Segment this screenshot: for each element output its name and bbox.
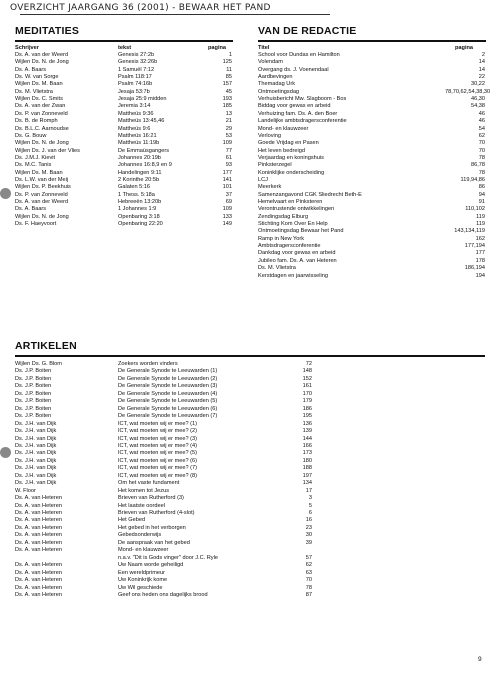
meditaties-header-schrijver: Schrijver [15,45,39,51]
titel-cell: Ontmoetingsdag [258,88,300,95]
pagina-cell: 14 [478,66,485,73]
tekst-cell: Openbaring 22:20 [118,221,163,228]
titel-cell: LCJ [258,176,268,183]
artikel-titel-cell: ICT, wat moeten wij er mee? (4) [118,442,197,449]
schrijver-cell: Ds. M.C. Tanis [15,162,52,169]
auteur-cell: Ds. J.P. Boiten [15,413,52,420]
auteur-cell: Ds. A. van Heteren [15,502,62,509]
auteur-cell: Ds. J.P. Boiten [15,405,52,412]
redactie-header-pagina: pagina [455,45,474,51]
tekst-cell: 1 Johannes 1:9 [118,206,157,213]
pagina-cell: 29 [225,125,232,132]
pagina-cell: 85 [225,74,232,81]
artikel-titel-cell: Het komen tot Jezus [118,487,169,494]
artikel-titel-cell: ICT, wat moeten wij er mee? (3) [118,435,197,442]
tekst-cell: Mattheüs 9:6 [118,125,151,132]
titel-cell: Verontrustende ontwikkelingen [258,206,335,213]
artikelen-rule [15,355,485,357]
auteur-cell: Ds. A. van Heteren [15,539,62,546]
pagina-cell: 91 [478,199,485,205]
auteur-cell: Ds. J.P. Boiten [15,375,52,382]
schrijver-cell: Wijlen Ds. J. van der Vlies [15,147,80,154]
artikel-titel-cell: ICT, wat moeten wij er mee? (2) [118,428,197,435]
titel-cell: Overgang ds. J. Voenendaal [258,66,329,73]
auteur-cell: Ds. A. van Heteren [15,532,62,539]
auteur-cell: Ds. J.H. van Dijk [15,465,57,472]
pagina-cell: 87 [305,591,312,598]
artikel-titel-cell: Het gebed in het verborgen [118,524,186,531]
auteur-cell: Ds. J.H. van Dijk [15,435,57,442]
pagina-cell: 177 [222,169,232,176]
titel-cell: Mond- en klauwzeer [258,125,309,132]
pagina-cell: 11 [226,66,232,73]
pagina-cell: 6 [308,510,312,516]
titel-cell: Biddag voor gewas en arbeid [258,103,331,110]
schrijver-cell: Wijlen Ds. M. Baan [15,169,63,176]
auteur-cell: Ds. A. van Heteren [15,577,62,584]
redactie-title: VAN DE REDACTIE [258,25,357,37]
titel-cell: Hemelvaart en Pinksteren [258,199,323,205]
pagina-cell: 54,38 [471,103,485,110]
auteur-cell: Ds. A. van Heteren [15,517,62,524]
auteur-cell: Ds. A. van Heteren [15,569,62,576]
titel-cell: Koninklijke onderscheiding [258,169,325,176]
pagina-cell: 14 [478,59,485,66]
artikel-titel-cell: De Generale Synode te Leeuwarden (3) [118,383,218,390]
auteur-cell: W. Floor [15,487,36,494]
artikel-titel-cell: Mond- en klauwzeer [118,547,169,554]
schrijver-cell: Ds. B.L.C. Aarnoudse [15,125,69,132]
artikel-titel-cell: ICT, wat moeten wij er mee? (7) [118,465,197,472]
tekst-cell: Jeremia 3:14 [118,103,151,110]
artikel-titel-cell: Uw Koninkrijk kome [118,577,168,584]
titel-cell: Themadag Urk [258,81,295,88]
artikel-titel-cell: Geef ons heden ons dagelijks brood [118,591,208,598]
titel-cell: Verjaardag en koningshuis [258,154,324,161]
pagina-cell: 194 [475,272,485,279]
artikel-titel-cell: Een wereldprimeur [118,569,165,576]
pagina-cell: 23 [305,524,312,531]
tekst-cell: Jesaja 53:7b [118,88,150,95]
pagina-cell: 162 [475,235,485,242]
titel-cell: Zendingsdag Elburg [258,213,309,220]
artikel-titel-cell: Brieven van Rutherford (4-slot) [118,510,195,516]
auteur-cell: Ds. A. van Heteren [15,562,62,569]
pagina-cell: 177 [475,250,485,257]
artikel-titel-cell: n.a.v. "Dit is Gods vinger" door J.C. Ryle [118,554,218,561]
auteur-cell: Ds. A. van Heteren [15,584,62,591]
tekst-cell: Hebreeën 13:20b [118,199,162,205]
schrijver-cell: Ds. M. Vlietstra [15,88,53,95]
titel-cell: Pinksterzegel [258,162,292,169]
pagina-cell: 101 [222,184,232,191]
pagina-cell: 30,22 [471,81,485,88]
pagina-cell: 2 [481,52,485,58]
pagina-cell: 149 [222,221,232,228]
titel-cell: Ds. M. Vlietstra [258,265,296,272]
auteur-cell: Ds. J.H. van Dijk [15,457,57,464]
auteur-cell: Wijlen Ds. G. Blom [15,361,62,367]
handwritten-underline [20,14,330,15]
pagina-cell: 86,78 [471,162,485,169]
titel-cell: Jubileo fam. Ds. A. van Heteren [258,257,337,264]
pagina-cell: 186 [302,405,312,412]
pagina-cell: 119 [476,213,485,220]
pagina-cell: 46 [478,118,485,125]
pagina-cell: 17 [305,487,312,494]
tekst-cell: Genesis 27:2b [118,52,155,58]
pagina-cell: 133 [222,213,232,220]
tekst-cell: Openbaring 3:18 [118,213,160,220]
pagina-cell: 46,30 [471,96,485,103]
titel-cell: Meerkerk [258,184,282,191]
auteur-cell: Ds. J.P. Boiten [15,368,52,375]
pagina-cell: 70 [478,140,485,147]
pagina-cell: 197 [302,472,312,479]
page-number: 9 [478,656,482,663]
pagina-cell: 144 [302,435,312,442]
titel-cell: Stichting Kom Over En Help [258,221,328,228]
pagina-cell: 139 [302,428,312,435]
titel-cell: Aardbevingen [258,74,293,81]
pagina-cell: 62 [305,562,312,569]
titel-cell: Ramp in New York [258,235,305,242]
pagina-cell: 78 [305,584,312,591]
pagina-cell: 77 [225,147,232,154]
tekst-cell: Mattheüs 16:21 [118,132,157,139]
pagina-cell: 125 [222,59,232,66]
pagina-cell: 54 [478,125,485,132]
tekst-cell: Johannes 16:8,9 en 9 [118,162,172,169]
pagina-cell: 93 [225,162,232,169]
pagina-cell: 13 [225,110,232,117]
tekst-cell: Genesis 32:26b [118,59,158,66]
handwritten-header: OVERZICHT JAARGANG 36 (2001) - BEWAAR HET PAND [10,3,271,13]
pagina-cell: 21 [225,118,232,125]
pagina-cell: 63 [305,569,312,576]
auteur-cell: Ds. J.H. van Dijk [15,442,57,449]
auteur-cell: Ds. A. van Heteren [15,495,62,502]
artikel-titel-cell: Uw Wil geschiede [118,584,163,591]
tekst-cell: 1 Samuël 7:12 [118,66,155,73]
artikel-titel-cell: De Generale Synode te Leeuwarden (5) [118,398,218,405]
redactie-rule [258,40,486,42]
tekst-cell: Psalm 74:16b [118,81,153,88]
schrijver-cell: Ds. L.W. van der Meij [15,176,69,183]
pagina-cell: 70 [478,147,485,154]
punch-hole [0,188,11,199]
artikel-titel-cell: Gebedsonderwijs [118,532,162,539]
schrijver-cell: Ds. A. van der Weerd [15,199,69,205]
pagina-cell: 119 [476,221,485,228]
auteur-cell: Ds. J.H. van Dijk [15,428,57,435]
pagina-cell: 119,94,86 [460,176,485,183]
pagina-cell: 170 [302,390,312,397]
pagina-cell: 173 [302,450,312,457]
meditaties-rule [15,40,233,42]
pagina-cell: 110,102 [465,206,485,213]
pagina-cell: 78 [478,169,485,176]
titel-cell: Volendam [258,59,283,66]
pagina-cell: 177,194 [464,243,485,250]
pagina-cell: 22 [478,74,485,81]
schrijver-cell: Wijlen Ds. N. de Jong [15,59,69,66]
auteur-cell: Ds. J.P. Boiten [15,383,52,390]
auteur-cell: Ds. A. van Heteren [15,591,62,598]
pagina-cell: 62 [478,132,485,139]
artikel-titel-cell: De aanspraak van het gebed [118,539,190,546]
titel-cell: Goede Vrijdag en Pasen [258,140,319,147]
pagina-cell: 57 [305,554,312,561]
tekst-cell: Mattheüs 11:19b [118,140,160,147]
pagina-cell: 37 [225,191,232,198]
titel-cell: Samenzangavond CGK Sliedrecht Beth-E [258,191,362,198]
schrijver-cell: Ds. W. van Sorge [15,74,59,81]
auteur-cell: Ds. J.P. Boiten [15,398,52,405]
artikel-titel-cell: De Generale Synode te Leeuwarden (2) [118,375,218,382]
pagina-cell: 45 [225,88,232,95]
auteur-cell: Ds. A. van Heteren [15,510,62,516]
pagina-cell: 1 [228,52,232,58]
pagina-cell: 5 [308,502,312,509]
titel-cell: Verloving [258,132,282,139]
pagina-cell: 193 [222,96,232,103]
schrijver-cell: Wijlen Ds. N. de Jong [15,140,69,147]
pagina-cell: 141 [222,176,232,183]
pagina-cell: 61 [225,154,232,161]
artikel-titel-cell: Uw Naam worde geheiligd [118,562,184,569]
schrijver-cell: Ds. A. van der Weerd [15,52,69,58]
tekst-cell: De Emmaüsgangers [118,147,169,154]
pagina-cell: 70 [305,577,312,584]
tekst-cell: 1 Thess. 5:18a [118,191,155,198]
pagina-cell: 46 [478,110,485,117]
schrijver-cell: Wijlen Ds. M. Baan [15,81,63,88]
schrijver-cell: Ds. P. van Zonneveld [15,110,68,117]
auteur-cell: Ds. J.H. van Dijk [15,472,57,479]
auteur-cell: Ds. A. van Heteren [15,524,62,531]
titel-cell: Verhuizing fam. Ds. A. den Boer [258,110,338,117]
tekst-cell: Mattheüs 9:36 [118,110,154,117]
artikelen-title: ARTIKELEN [15,340,77,352]
artikel-titel-cell: De Generale Synode te Leeuwarden (4) [118,390,218,397]
schrijver-cell: Wijlen Ds. C. Smits [15,96,63,103]
schrijver-cell: Wijlen Ds. N. de Jong [15,213,69,220]
pagina-cell: 157 [222,81,232,88]
tekst-cell: 2 Korinthe 20:5b [118,176,160,183]
auteur-cell: Ds. J.H. van Dijk [15,480,57,487]
pagina-cell: 166 [302,442,312,449]
pagina-cell: 136 [302,420,312,427]
schrijver-cell: Ds. F. Haeyvoort [15,221,57,228]
auteur-cell: Ds. J.H. van Dijk [15,420,57,427]
tekst-cell: Jesaja 25:9 midden [118,96,167,103]
schrijver-cell: Ds. P. van Zonneveld [15,191,68,198]
titel-cell: School voor Dundas en Hamilton [258,52,340,58]
artikel-titel-cell: ICT, wat moeten wij er mee? (1) [118,420,197,427]
artikel-titel-cell: Het laatste oordeel [118,502,165,509]
pagina-cell: 16 [305,517,312,524]
pagina-cell: 3 [308,495,312,502]
pagina-cell: 186,194 [464,265,485,272]
schrijver-cell: Ds. B. de Romph [15,118,58,125]
pagina-cell: 72 [305,361,312,367]
pagina-cell: 152 [302,375,312,382]
auteur-cell: Ds. J.P. Boiten [15,390,52,397]
pagina-cell: 53 [225,132,232,139]
tekst-cell: Handelingen 9:11 [118,169,162,176]
pagina-cell: 30 [305,532,312,539]
pagina-cell: 78,70,62,54,38,30 [445,88,491,95]
pagina-cell: 180 [302,457,312,464]
schrijver-cell: Wijlen Ds. P. Beekhuis [15,184,71,191]
pagina-cell: 94 [478,191,485,198]
pagina-cell: 78 [478,154,485,161]
tekst-cell: Johannes 20:19b [118,154,161,161]
pagina-cell: 188 [302,465,312,472]
tekst-cell: Galaten 5:16 [118,184,151,191]
artikel-titel-cell: De Generale Synode te Leeuwarden (7) [118,413,218,420]
titel-cell: Dankdag voor gewas en arbeid [258,250,336,257]
artikel-titel-cell: ICT, wat moeten wij er mee? (6) [118,457,197,464]
punch-hole [0,447,11,458]
pagina-cell: 109 [222,140,232,147]
pagina-cell: 134 [302,480,312,487]
pagina-cell: 148 [302,368,312,375]
titel-cell: Ambtsdragersconferentie [258,243,321,250]
pagina-cell: 179 [302,398,312,405]
artikel-titel-cell: Brieven van Rutherford (3) [118,495,184,502]
artikel-titel-cell: Zoekers worden vinders [118,361,178,367]
schrijver-cell: Ds. A. Baars [15,206,47,213]
titel-cell: Ontmoetingsdag Bewaar het Pand [258,228,344,235]
pagina-cell: 69 [225,199,232,205]
meditaties-title: MEDITATIES [15,25,80,37]
titel-cell: Het leven bedreigd [258,147,305,154]
artikel-titel-cell: Om het vaste fundament [118,480,180,487]
titel-cell: Landelijke ambtsdragersconferentie [258,118,347,125]
pagina-cell: 161 [302,383,312,390]
artikel-titel-cell: ICT, wat moeten wij er mee? (5) [118,450,197,457]
artikel-titel-cell: De Generale Synode te Leeuwarden (1) [118,368,218,375]
pagina-cell: 86 [478,184,485,191]
pagina-cell: 185 [222,103,232,110]
schrijver-cell: Ds. J.M.J. Kievit [15,154,56,161]
titel-cell: Verhuisbericht Mw. Slagboom - Bos [258,96,347,103]
redactie-header-titel: Titel [258,45,270,51]
schrijver-cell: Ds. G. Bouw [15,132,47,139]
auteur-cell: Ds. J.H. van Dijk [15,450,57,457]
pagina-cell: 195 [302,413,312,420]
meditaties-header-tekst: tekst [118,45,132,51]
pagina-cell: 178 [475,257,485,264]
schrijver-cell: Ds. A. van der Zwan [15,103,66,110]
meditaties-header-pagina: pagina [208,45,227,51]
auteur-cell: Ds. A. van Heteren [15,547,62,554]
schrijver-cell: Ds. A. Baars [15,66,47,73]
artikel-titel-cell: ICT, wat moeten wij er mee? (8) [118,472,197,479]
artikel-titel-cell: Het Gebed [118,517,146,524]
pagina-cell: 39 [305,539,312,546]
pagina-cell: 109 [222,206,232,213]
tekst-cell: Mattheüs 13:45,46 [118,118,165,125]
pagina-cell: 143,134,119 [454,228,485,235]
artikel-titel-cell: De Generale Synode te Leeuwarden (6) [118,405,218,412]
titel-cell: Kerstdagen en jaarwisseling [258,272,328,279]
tekst-cell: Psalm 118:17 [118,74,152,81]
